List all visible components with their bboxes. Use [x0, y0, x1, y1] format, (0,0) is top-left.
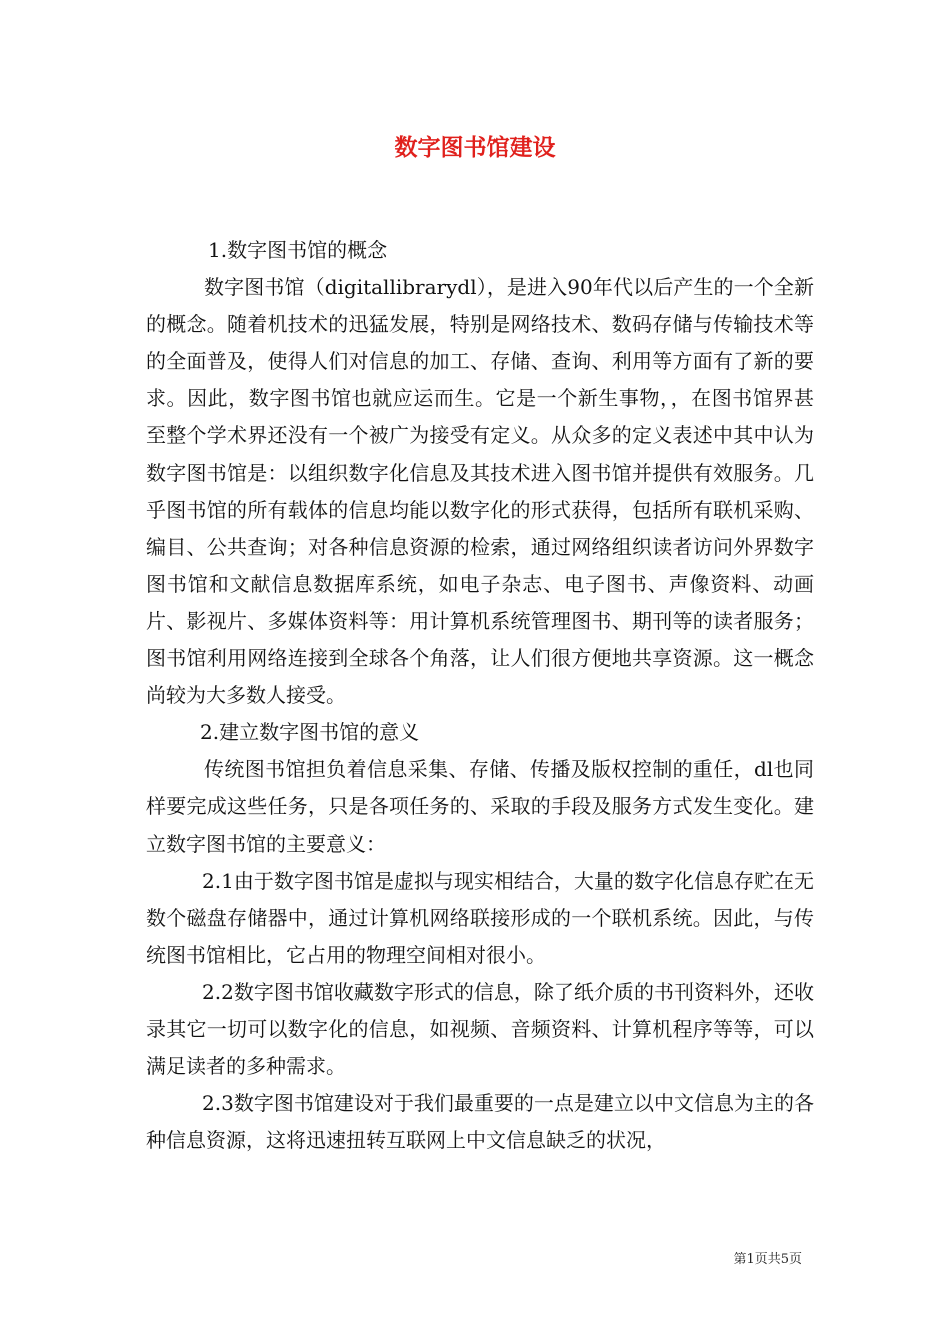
section-heading-significance: 2.建立数字图书馆的意义: [200, 720, 420, 745]
page-number: 第1页共5页: [733, 1252, 802, 1267]
paragraph-point-2-2: 2.2数字图书馆收藏数字形式的信息，除了纸介质的书刊资料外，还收录其它一切可以数字化的信息，如视频、音频资料、计算机程序等等，可以满足读者的多种需求。: [146, 979, 814, 1079]
document-body: [146, 232, 814, 1159]
paragraph-point-2-3: 2.3数字图书馆建设对于我们最重要的一点是建立以中文信息为主的各种信息资源，这将迅速扭转互联网上中文信息缺乏的状况，: [146, 1091, 814, 1153]
document-title: 数字图书馆建设: [394, 134, 556, 161]
paragraph-concept: 数字图书馆（digitallibrarydl），是进入90年代以后产生的一个全新的概念。随着机技术的迅猛发展，特别是网络技术、数码存储与传输技术等的全面普及，使得人们对信息的加工、存储、查询、利用等方面有了新的要求。因此，数字图书馆也就应运而生。它是一个新生事物，，在图书馆界甚至整个学术界还没有一个被广为接受有定义。从众多的定义表述中其中认为数字图书馆是：以组织数字化信息及其技术进入图书馆并提供有效服务。几乎图书馆的所有载体的信息均能以数字化的形式获得，包括所有联机采购、编目、公共查询；对各种信息资源的检索，通过网络组织读者访问外界数字图书馆和文献信息数据库系统，如电子杂志、电子图书、声像资料、动画片、影视片、多媒体资料等：用计算机系统管理图书、期刊等的读者服务；图书馆利用网络连接到全球各个角落，让人们很方便地共享资源。这一概念尚较为大多数人接受。: [146, 275, 814, 708]
paragraph-point-2-1: 2.1由于数字图书馆是虚拟与现实相结合，大量的数字化信息存贮在无数个磁盘存储器中，通过计算机网络联接形成的一个联机系统。因此，与传统图书馆相比，它占用的物理空间相对很小。: [146, 868, 814, 967]
section-heading-concept: 1.数字图书馆的概念: [208, 238, 388, 262]
paragraph-significance-intro: 传统图书馆担负着信息采集、存储、传播及版权控制的重任，dl也同样要完成这些任务，只是各项任务的、采取的手段及服务方式发生变化。建立数字图书馆的主要意义：: [146, 757, 814, 856]
